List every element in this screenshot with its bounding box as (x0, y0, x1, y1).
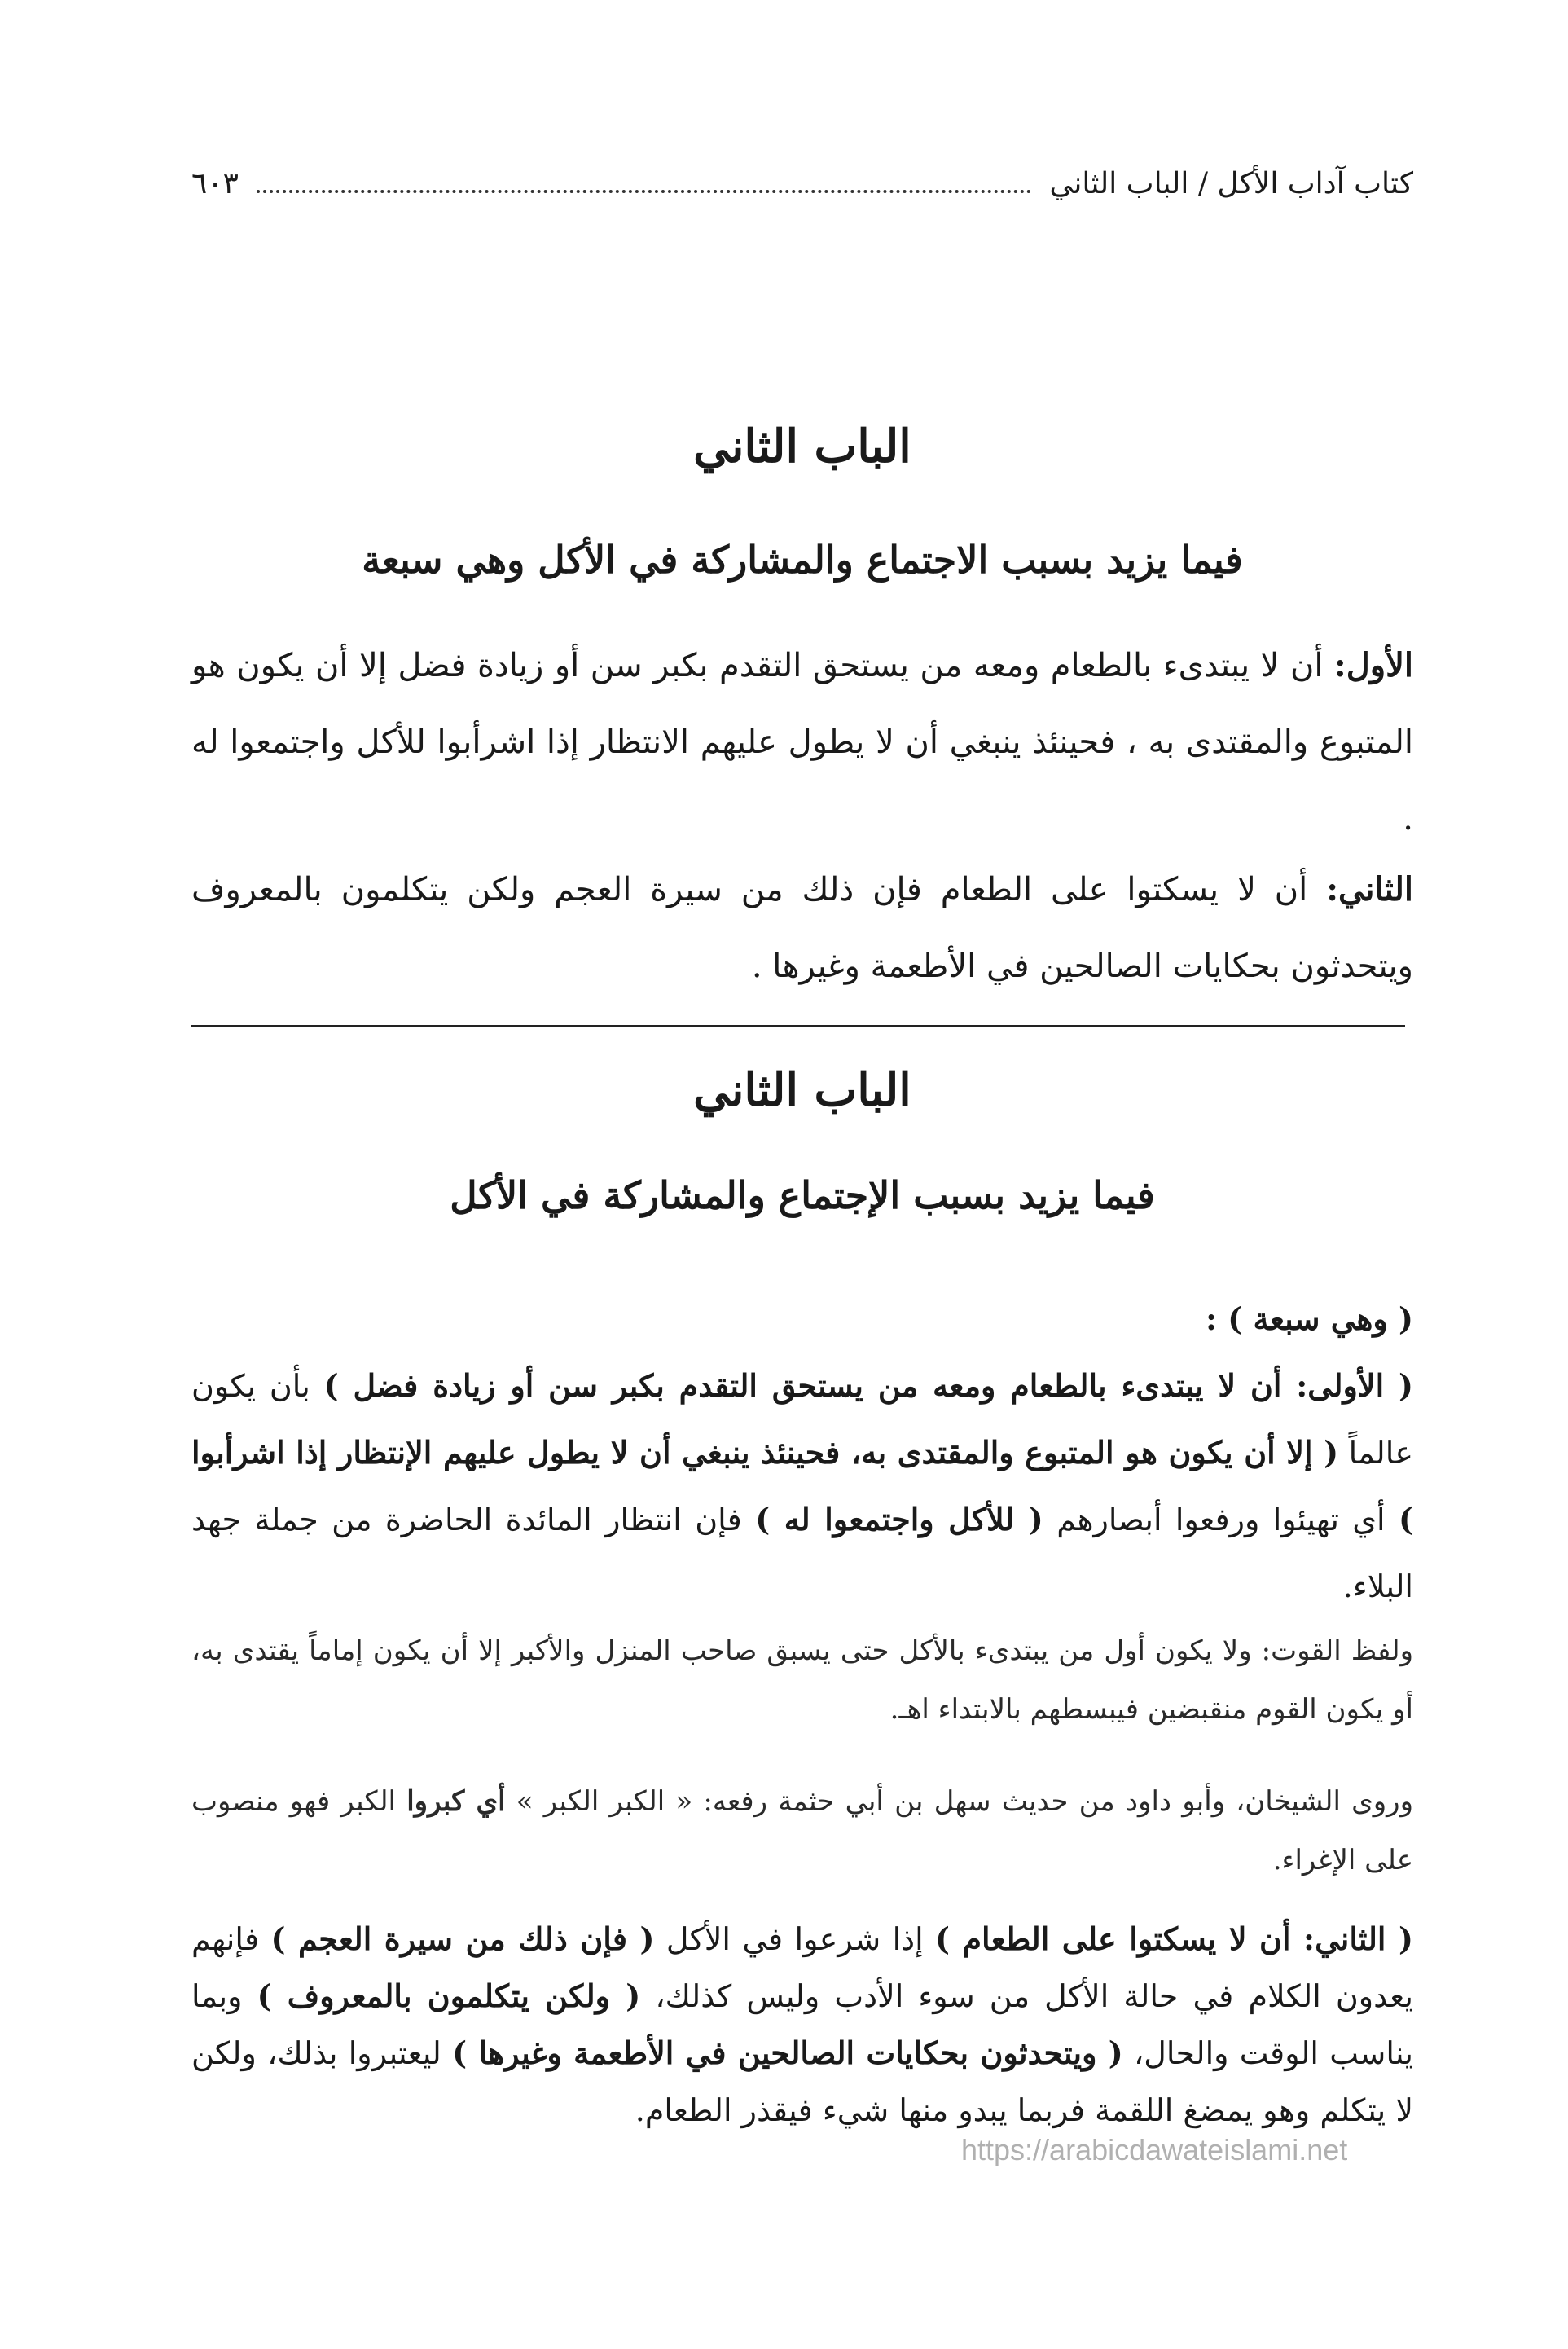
page-number: ٦٠٣ (191, 167, 239, 200)
sharh-p1-text-2: أي تهيئوا ورفعوا أبصارهم (1043, 1502, 1399, 1537)
sharh-p4-bold-3: ( ولكن يتكلمون بالمعروف ) (257, 1977, 641, 2014)
sharh-p3-text-1: وروى الشيخان، وأبو داود من حديث سهل بن أبي حثمة رفعه: « الكبر الكبر » (505, 1785, 1414, 1818)
sharh-paragraph-first (191, 1353, 1413, 1620)
matn-paragraph-first (191, 627, 1413, 857)
sharh-p4-text-2: فإنهم يعدون الكلام في حالة الأكل من سوء الأدب وليس كذلك، (191, 1921, 1413, 2014)
matn-chapter-heading (191, 420, 1413, 473)
sharh-paragraph-3 (191, 1772, 1413, 1889)
sharh-paragraph-2 (191, 1621, 1413, 1739)
matn-first-text: أن لا يبتدىء بالطعام ومعه من يستحق التقدم بكبر سن أو زيادة فضل إلا أن يكون هو المتبوع والمقتدى به ، فحينئذ ينبغي أن لا يطول عليهم الانتظار إذا اشرأبوا للأكل واجتمعوا له . (191, 647, 1413, 838)
sharh-hadith-paragraph (191, 1772, 1413, 1889)
sharh-paragraph-4 (191, 1911, 1413, 2139)
matn-second-label: الثاني: (1326, 870, 1414, 908)
matn-first-paragraph (191, 627, 1413, 857)
running-header-title: كتاب آداب الأكل / الباب الثاني (1049, 167, 1413, 200)
separator-rule (191, 1025, 1405, 1027)
header-dot-leader (257, 172, 1031, 193)
sharh-p4-text-4: ليعتبروا بذلك، ولكن لا يتكلم وهو يمضغ اللقمة فربما يبدو منها شيء فيقذر الطعام. (191, 2035, 1413, 2128)
running-header (191, 167, 1413, 200)
sharh-p4-bold-1: ( الثاني: أن لا يسكتوا على الطعام ) (935, 1920, 1413, 1957)
sharh-p4-text-1: إذا شرعوا في الأكل (654, 1921, 936, 1957)
sharh-count-text: ( وهي سبعة ) : (1206, 1300, 1413, 1337)
matn-first-label: الأول: (1333, 646, 1413, 684)
sharh-count-block (191, 1286, 1413, 1353)
matn-subtitle-block (191, 538, 1413, 582)
matn-chapter-title: الباب الثاني (693, 420, 911, 473)
sharh-p1-text-1: بأن يكون عالماً (191, 1368, 1413, 1471)
sharh-p4-bold-4: ( ويتحدثون بحكايات الصالحين في الأطعمة وغيرها ) (452, 2034, 1123, 2071)
sharh-paragraph-1 (191, 1353, 1413, 1620)
sharh-p3-bold-1: أي كبروا (406, 1785, 506, 1818)
sharh-quote-qut: ولفظ القوت: ولا يكون أول من يبتدىء بالأكل حتى يسبق صاحب المنزل والأكبر إلا أن يكون إماماً يقتدى به، أو يكون القوم منقبضين فيبسطهم بالابتداء اهـ. (191, 1634, 1413, 1726)
sharh-p1-bold-2: ( إلا أن يكون هو المتبوع والمقتدى به، فحينئذ ينبغي أن لا يطول عليهم الإنتظار إذا اشرأبوا ) (191, 1434, 1413, 1537)
sharh-subtitle: فيما يزيد بسبب الإجتماع والمشاركة في الأكل (450, 1173, 1155, 1217)
sharh-p1-bold-3: ( للأكل واجتمعوا له ) (755, 1501, 1043, 1537)
sharh-subtitle-block (191, 1173, 1413, 1217)
matn-subtitle: فيما يزيد بسبب الاجتماع والمشاركة في الأكل وهي سبعة (362, 538, 1243, 582)
sharh-paragraph-second (191, 1911, 1413, 2139)
sharh-p4-bold-2: ( فإن ذلك من سيرة العجم ) (270, 1920, 655, 1957)
matn-second-text: أن لا يسكتوا على الطعام فإن ذلك من سيرة العجم ولكن يتكلمون بالمعروف ويتحدثون بحكايات الصالحين في الأطعمة وغيرها . (191, 871, 1413, 985)
matn-second-paragraph (191, 851, 1413, 1005)
sharh-p1-text-3: فإن انتظار المائدة الحاضرة من جملة جهد البلاء. (191, 1502, 1413, 1604)
sharh-p1-bold-1: ( الأولى: أن لا يبتدىء بالطعام ومعه من يستحق التقدم بكبر سن أو زيادة فضل ) (323, 1367, 1413, 1404)
watermark-url: https://arabicdawateislami.net (961, 2133, 1348, 2166)
matn-paragraph-second (191, 851, 1413, 1005)
sharh-chapter-heading (191, 1063, 1413, 1117)
sharh-count-line (191, 1286, 1413, 1353)
sharh-p3-text-2: الكبر فهو منصوب على الإغراء. (191, 1785, 1413, 1876)
sharh-p4-text-3: وبما يناسب الوقت والحال، (191, 1978, 1413, 2071)
sharh-chapter-title: الباب الثاني (693, 1063, 911, 1117)
